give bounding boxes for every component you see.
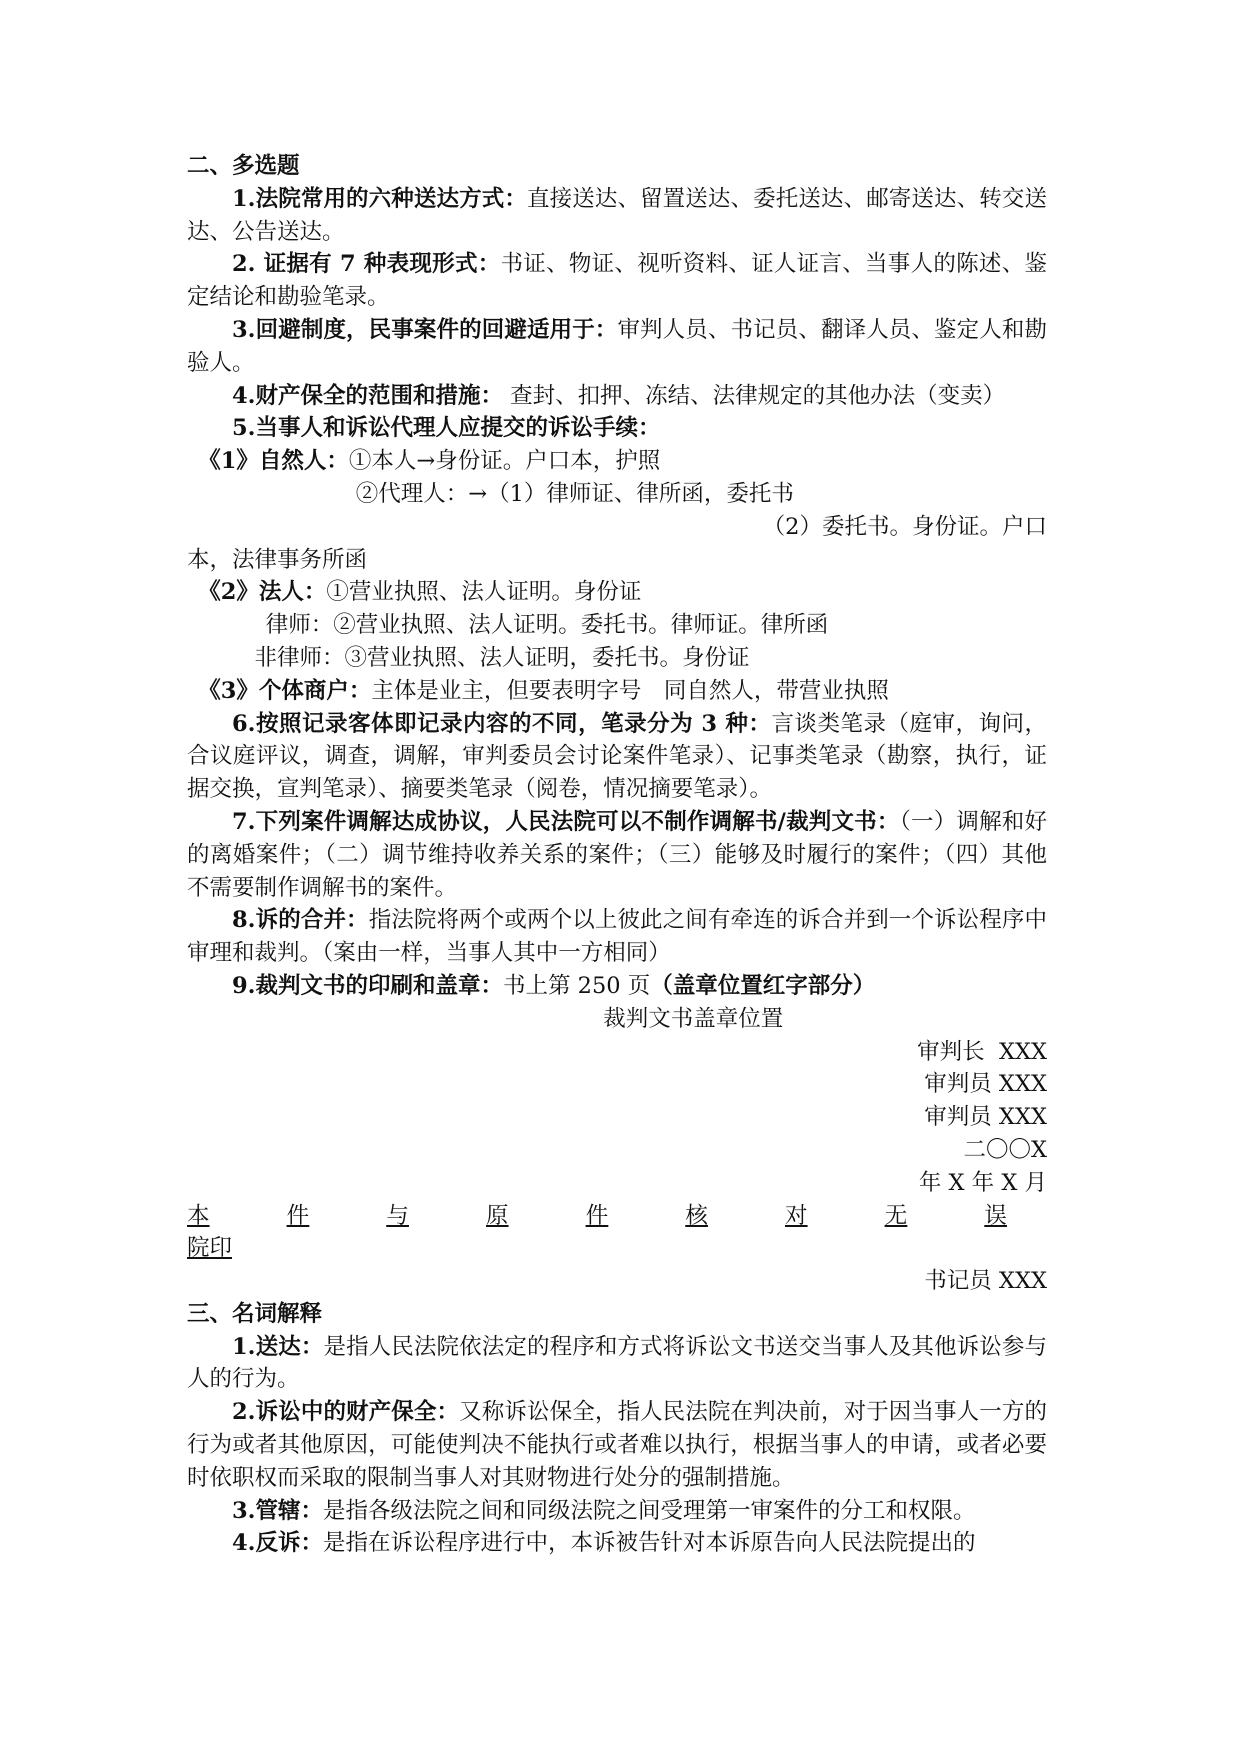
section-title-multiple-choice: 二、多选题 — [187, 153, 300, 179]
item-9 — [187, 970, 1047, 1003]
item-5-heading: 5.当事人和诉讼代理人应提交的诉讼手续： — [232, 415, 661, 442]
date-year: 二〇〇X — [963, 1136, 1047, 1163]
section-title-terms: 三、名词解释 — [187, 1300, 323, 1327]
term-body: 又称诉讼保全，指人民法院在判决前，对于因当事人一方的行为或者其他原因，可能使判决不能执行或者难以执行，根据当事人的申请，或者必要时依职权而采取的限制当事人对其财物进行处分的强制措施。 — [187, 1399, 1047, 1491]
verify-line — [187, 1200, 1007, 1233]
item-8 — [187, 904, 1047, 970]
item-heading: 4.财产保全的范围和措施： — [232, 382, 503, 409]
verify-char: 对 — [785, 1202, 808, 1229]
sub-body: ①本人→身份证。户口本，护照 — [348, 448, 661, 475]
item-6 — [187, 708, 1047, 806]
document-page — [187, 150, 1047, 1560]
verify-char: 核 — [685, 1202, 708, 1229]
judge-chief: 审判长 XXX — [917, 1038, 1047, 1065]
term-body: 是指在诉讼程序进行中，本诉被告针对本诉原告向人民法院提出的 — [323, 1530, 976, 1557]
item-tail: （盖章位置红字部分） — [650, 972, 876, 999]
term-heading: 3.管辖： — [232, 1497, 323, 1524]
item-heading: 9.裁判文书的印刷和盖章： — [232, 972, 503, 999]
verify-char: 件 — [286, 1202, 310, 1229]
item-5-agent-2-cont: 本，法律事务所函 — [187, 546, 368, 573]
court-seal: 院印 — [187, 1235, 233, 1262]
judge-2: 审判员 XXX — [924, 1104, 1047, 1131]
item-7 — [187, 806, 1047, 904]
verify-char: 无 — [884, 1202, 908, 1229]
item-5-legal-person — [187, 576, 1047, 609]
item-heading: 1.法院常用的六种送达方式： — [232, 185, 527, 212]
item-heading: 8.诉的合并： — [232, 907, 369, 934]
item-heading: 3.回避制度，民事案件的回避适用于： — [232, 316, 618, 343]
item-body: 审判人员、书记员、翻译人员、鉴定人和勘验人。 — [187, 316, 1047, 376]
item-5-agent-2: （2）委托书。身份证。户口 — [762, 513, 1047, 540]
item-1 — [187, 183, 1047, 249]
verify-char: 件 — [585, 1202, 609, 1229]
item-body: （一）调解和好的离婚案件；（二）调节维持收养关系的案件；（三）能够及时履行的案件；（四）其他不需要制作调解书的案件。 — [187, 808, 1047, 901]
item-number: 6 — [232, 710, 248, 737]
item-5-lawyer: 律师：②营业执照、法人证明。委托书。律师证。律所函 — [265, 612, 829, 639]
item-2 — [187, 248, 1047, 314]
item-body: 指法院将两个或两个以上彼此之间有牵连的诉合并到一个诉讼程序中审理和裁判。（案由一样，当事人其中一方相同） — [187, 907, 1047, 967]
verify-char: 本 — [187, 1202, 210, 1229]
item-heading: 2. 证据有 7 种表现形式： — [232, 251, 501, 278]
item-heading: .按照记录客体即记录内容的不同，笔录分为 3 种： — [247, 710, 772, 737]
item-5-natural-person — [187, 445, 1047, 478]
item-3 — [187, 314, 1047, 380]
term-3 — [187, 1495, 1047, 1528]
item-body: 书证、物证、视听资料、证人证言、当事人的陈述、鉴定结论和勘验笔录。 — [187, 251, 1047, 311]
item-body: 查封、扣押、冻结、法律规定的其他办法（变卖） — [503, 382, 1006, 409]
term-2 — [187, 1396, 1047, 1494]
term-heading: 4.反诉： — [232, 1530, 323, 1557]
item-5-individual-business — [187, 675, 1047, 708]
item-5-non-lawyer: 非律师：③营业执照、法人证明，委托书。身份证 — [254, 644, 750, 671]
verify-char: 原 — [486, 1202, 509, 1229]
court-seal-line — [187, 1232, 1047, 1265]
item-heading: 7.下列案件调解达成协议，人民法院可以不制作调解书/裁判文书： — [232, 808, 900, 835]
term-1 — [187, 1331, 1047, 1397]
item-5-agent: ②代理人：→（1）律师证、律所函，委托书 — [355, 480, 794, 507]
item-body: 书上第 250 页 — [503, 972, 651, 999]
judge-1: 审判员 XXX — [924, 1071, 1047, 1098]
date-month: 年 X 年 X 月 — [918, 1169, 1047, 1196]
term-body: 是指人民法院依法定的程序和方式将诉讼文书送交当事人及其他诉讼参与人的行为。 — [187, 1333, 1047, 1393]
sub-body: ①营业执照、法人证明。身份证 — [326, 579, 642, 606]
sub-body: 主体是业主，但要表明字号 同自然人，带营业执照 — [371, 677, 889, 704]
sub-heading: 《1》自然人： — [198, 448, 349, 475]
verify-char: 误 — [984, 1202, 1007, 1229]
item-4 — [187, 380, 1047, 413]
term-body: 是指各级法院之间和同级法院之间受理第一审案件的分工和权限。 — [323, 1497, 976, 1524]
term-4 — [187, 1527, 1047, 1560]
term-heading: 1.送达： — [232, 1333, 324, 1360]
clerk: 书记员 XXX — [924, 1268, 1047, 1295]
sub-heading: 《2》法人： — [198, 579, 327, 606]
verify-char: 与 — [386, 1202, 409, 1229]
term-heading: 2.诉讼中的财产保全： — [232, 1399, 460, 1426]
stamp-caption: 裁判文书盖章位置 — [603, 1005, 784, 1032]
item-body: 言谈类笔录（庭审，询问，合议庭评议，调查，调解，审判委员会讨论案件笔录）、记事类笔录（勘察，执行，证据交换，宣判笔录）、摘要类笔录（阅卷，情况摘要笔录）。 — [187, 710, 1047, 803]
sub-heading: 《3》个体商户： — [198, 677, 372, 704]
item-body: 直接送达、留置送达、委托送达、邮寄送达、转交送达、公告送达。 — [187, 185, 1047, 245]
